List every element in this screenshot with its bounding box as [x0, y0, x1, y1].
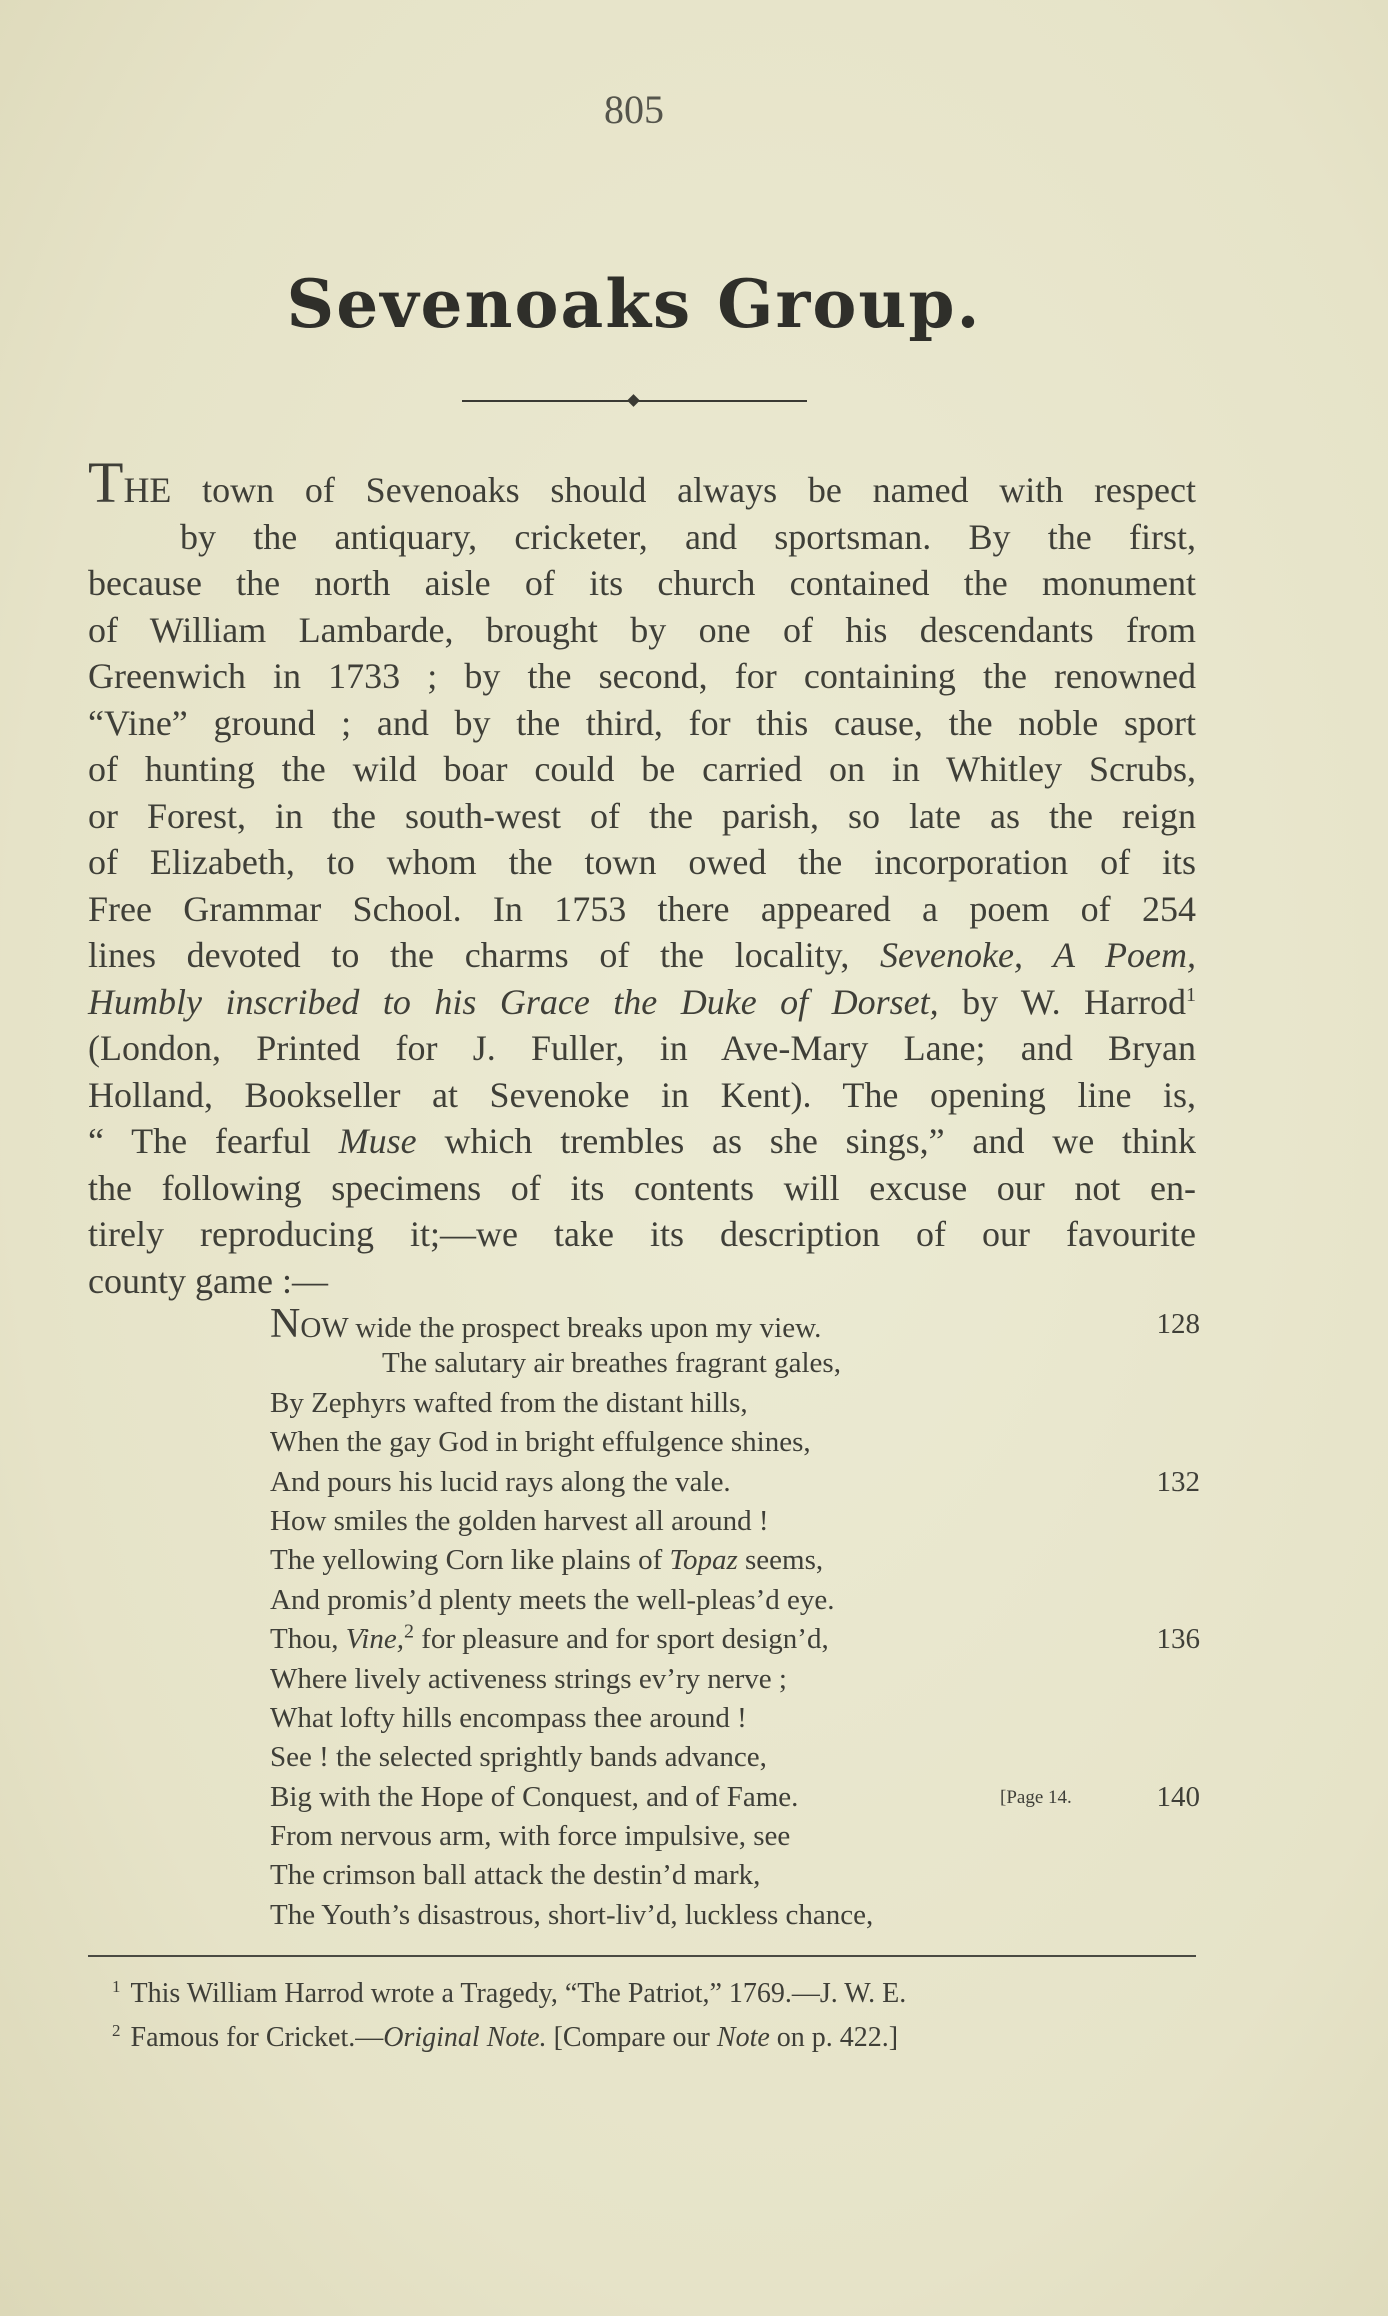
poem-line: What lofty hills encompass thee around ! — [270, 1701, 747, 1734]
drop-cap: T — [88, 450, 124, 515]
poem-line: From nervous arm, with force impulsive, see — [270, 1820, 791, 1853]
footnote-2: $^2$ Famous for Cricket.—Original Note. [Compare our Note on p. 422.] — [112, 2020, 899, 2053]
footnote-ref-1: 1 — [1186, 983, 1197, 1006]
body-paragraph: THE town of Sevenoaks should always be named with respect by the antiquary, cricketer, and sportsman. By the first, because the north aisle of its church contained the monument of William Lambarde, brought by one of his descendants from Greenwich in 1733 ; by the second, for containing the renowned “Vine” ground ; and by the third, for this cause, the noble sport of hunting the wild boar could be carried on in Whitley Scrubs, or Forest, in the south-west of the parish, so late as the reign of Elizabeth, to whom the town owed the incorporation of its Free Grammar School. In 1753 there appeared a poem of 254 lines devoted to the charms of the locality, Sevenoke, A Poem, Humbly inscribed to his Grace the Duke of Dorset, by W. Harrod$^1$ (London, Printed for J. Fuller, in Ave-Mary Lane; and Bryan Holland, Bookseller at Sevenoke in Kent). The opening line is, “ The fearful Muse which trembles as she sings,” and we think the following specimens of its contents will excuse our not en- tirely reproducing it;—we take its description of our favourite county game :— — [88, 450, 1197, 1301]
poem-dedication: Humbly inscribed to his Grace the Duke of Dorset, — [88, 981, 939, 1022]
poem-line: The Youth’s disastrous, short-liv’d, luckless chance, — [270, 1898, 874, 1931]
poem-line: And promis’d plenty meets the well-pleas’d eye. — [270, 1583, 835, 1616]
line-number: 128 — [1156, 1308, 1200, 1340]
poem-line: Where lively activeness strings ev’ry nerve ; — [270, 1662, 787, 1695]
poem-line: The yellowing Corn like plains of Topaz seems, — [270, 1544, 824, 1577]
poem-line: The crimson ball attack the destin’d mark, — [270, 1859, 761, 1892]
poem-line: Thou, Vine,$^2$ for pleasure and for sport design’d, 136 — [270, 1620, 1200, 1659]
poem-line: NOW wide the prospect breaks upon my view. 128 — [270, 1301, 1200, 1347]
poem-line: How smiles the golden harvest all around ! — [270, 1504, 769, 1537]
footnote-divider — [88, 1955, 1196, 1957]
poem-line: The salutary air breathes fragrant gales, — [382, 1347, 841, 1380]
poem-line: Big with the Hope of Conquest, and of Fame. [Page 14. 140 — [270, 1778, 1200, 1817]
line-number: 132 — [1156, 1465, 1200, 1498]
page-marker: [Page 14. — [1000, 1786, 1072, 1808]
poem-title: Sevenoke, A Poem, — [880, 935, 1196, 975]
poem-line: When the gay God in bright effulgence shines, — [270, 1426, 811, 1459]
footnote-ref-2: 2 — [403, 1620, 414, 1643]
section-title: Sevenoaks Group. — [286, 265, 982, 343]
page-number: 805 — [604, 87, 664, 132]
poem-line: See ! the selected sprightly bands advance, — [270, 1741, 767, 1774]
line-number: 140 — [1156, 1780, 1200, 1813]
footnotes — [112, 1972, 1212, 2060]
footnote-1: $^1$ This William Harrod wrote a Tragedy, “The Patriot,” 1769.—J. W. E. — [112, 1976, 907, 2009]
poem-line: By Zephyrs wafted from the distant hills, — [270, 1386, 748, 1419]
poem-line: And pours his lucid rays along the vale. 132 — [270, 1463, 1200, 1502]
poem-excerpt — [270, 1301, 1200, 1935]
title-ornament — [462, 396, 807, 406]
line-number: 136 — [1156, 1623, 1200, 1656]
